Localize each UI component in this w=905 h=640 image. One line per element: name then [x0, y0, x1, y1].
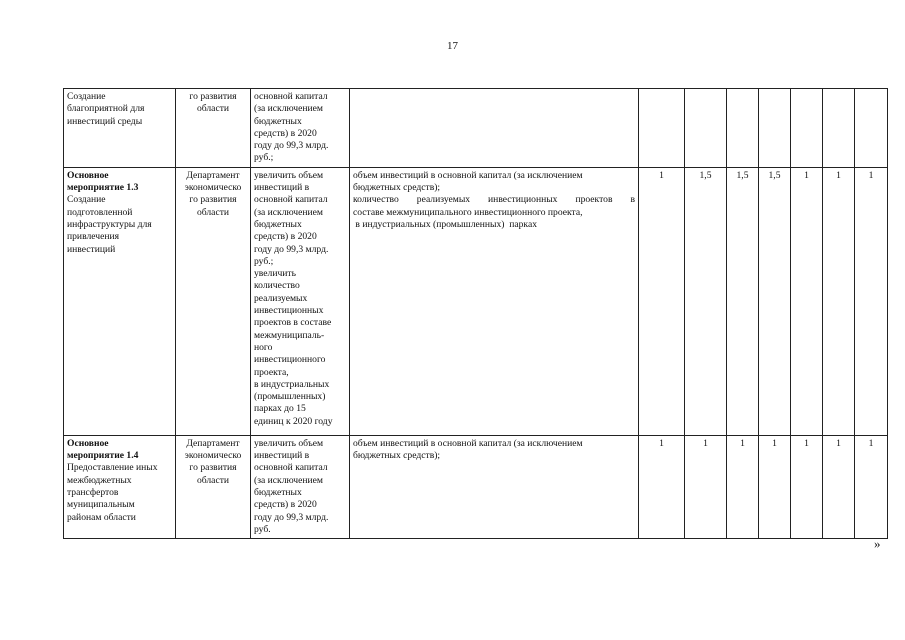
indicator-value-cell: 1	[791, 167, 823, 435]
indicator-value-cell: 1	[685, 435, 727, 538]
table-row	[64, 435, 888, 538]
activity-title: Создание подготовленной инфраструктуры для привлечения инвестиций	[67, 194, 152, 255]
indicator-value-cell: 1,5	[759, 167, 791, 435]
responsible-executor-cell: Департамент экономическо го развития области	[176, 435, 251, 538]
indicator-value-cell	[791, 89, 823, 168]
indicator-value-cell: 1	[855, 435, 888, 538]
activity-title-cell	[64, 167, 176, 435]
page-number: 17	[447, 40, 458, 52]
indicator-cell	[350, 167, 639, 435]
table-body	[64, 89, 888, 539]
expected-result-cell: увеличить объем инвестиций в основной капитал (за исключением бюджетных средств) в 2020 году до 99,3 млрд. руб.; увеличить количество реализуемых инвестиционных проектов в составе межмуниципаль- ного инвестиционного проекта, в индустриальных (промышленных) парках до 15 единиц к 2020 году	[251, 167, 350, 435]
indicator-line: в индустриальных (промышленных) парках	[353, 218, 538, 230]
indicator-line: бюджетных средств);	[353, 182, 441, 194]
indicator-value-cell: 1	[823, 167, 855, 435]
indicator-value-cell: 1	[727, 435, 759, 538]
activity-number: Основное мероприятие 1.3	[67, 169, 139, 194]
indicator-value-cell	[685, 89, 727, 168]
table-row	[64, 89, 888, 168]
activity-title: Создание благоприятной для инвестиций среды	[67, 91, 145, 127]
activity-title-cell	[64, 435, 176, 538]
indicator-value-cell	[823, 89, 855, 168]
indicator-value-cell	[639, 89, 685, 168]
indicator-cell	[350, 89, 639, 168]
responsible-executor-cell: го развития области	[176, 89, 251, 168]
indicator-value-cell: 1	[855, 167, 888, 435]
indicator-value-cell: 1	[639, 167, 685, 435]
indicator-value-cell: 1,5	[727, 167, 759, 435]
indicator-line: объем инвестиций в основной капитал (за исключением	[353, 437, 583, 449]
table-row	[64, 167, 888, 435]
indicator-value-cell	[727, 89, 759, 168]
indicator-line: составе межмуниципального инвестиционного проекта,	[353, 206, 583, 218]
activity-title: Предоставление иных межбюджетных трансфертов муниципальным районам области	[67, 462, 158, 523]
expected-result-cell: увеличить объем инвестиций в основной капитал (за исключением бюджетных средств) в 2020 году до 99,3 млрд. руб.	[251, 435, 350, 538]
indicator-value-cell: 1,5	[685, 167, 727, 435]
program-table-wrapper	[63, 88, 888, 539]
indicator-value-cell: 1	[791, 435, 823, 538]
expected-result-cell: основной капитал (за исключением бюджетных средств) в 2020 году до 99,3 млрд. руб.;	[251, 89, 350, 168]
responsible-executor-cell: Департамент экономическо го развития области	[176, 167, 251, 435]
indicator-value-cell: 1	[639, 435, 685, 538]
program-table	[63, 88, 888, 539]
indicator-line: бюджетных средств);	[353, 450, 441, 462]
indicator-line: количество реализуемых инвестиционных проектов в	[353, 194, 635, 206]
indicator-value-cell: 1	[759, 435, 791, 538]
indicator-value-cell: 1	[823, 435, 855, 538]
indicator-value-cell	[759, 89, 791, 168]
indicator-cell	[350, 435, 639, 538]
indicator-line: объем инвестиций в основной капитал (за исключением	[353, 169, 583, 181]
activity-number: Основное мероприятие 1.4	[67, 437, 139, 462]
closing-quote-mark: »	[874, 536, 881, 551]
activity-title-cell	[64, 89, 176, 168]
indicator-value-cell	[855, 89, 888, 168]
